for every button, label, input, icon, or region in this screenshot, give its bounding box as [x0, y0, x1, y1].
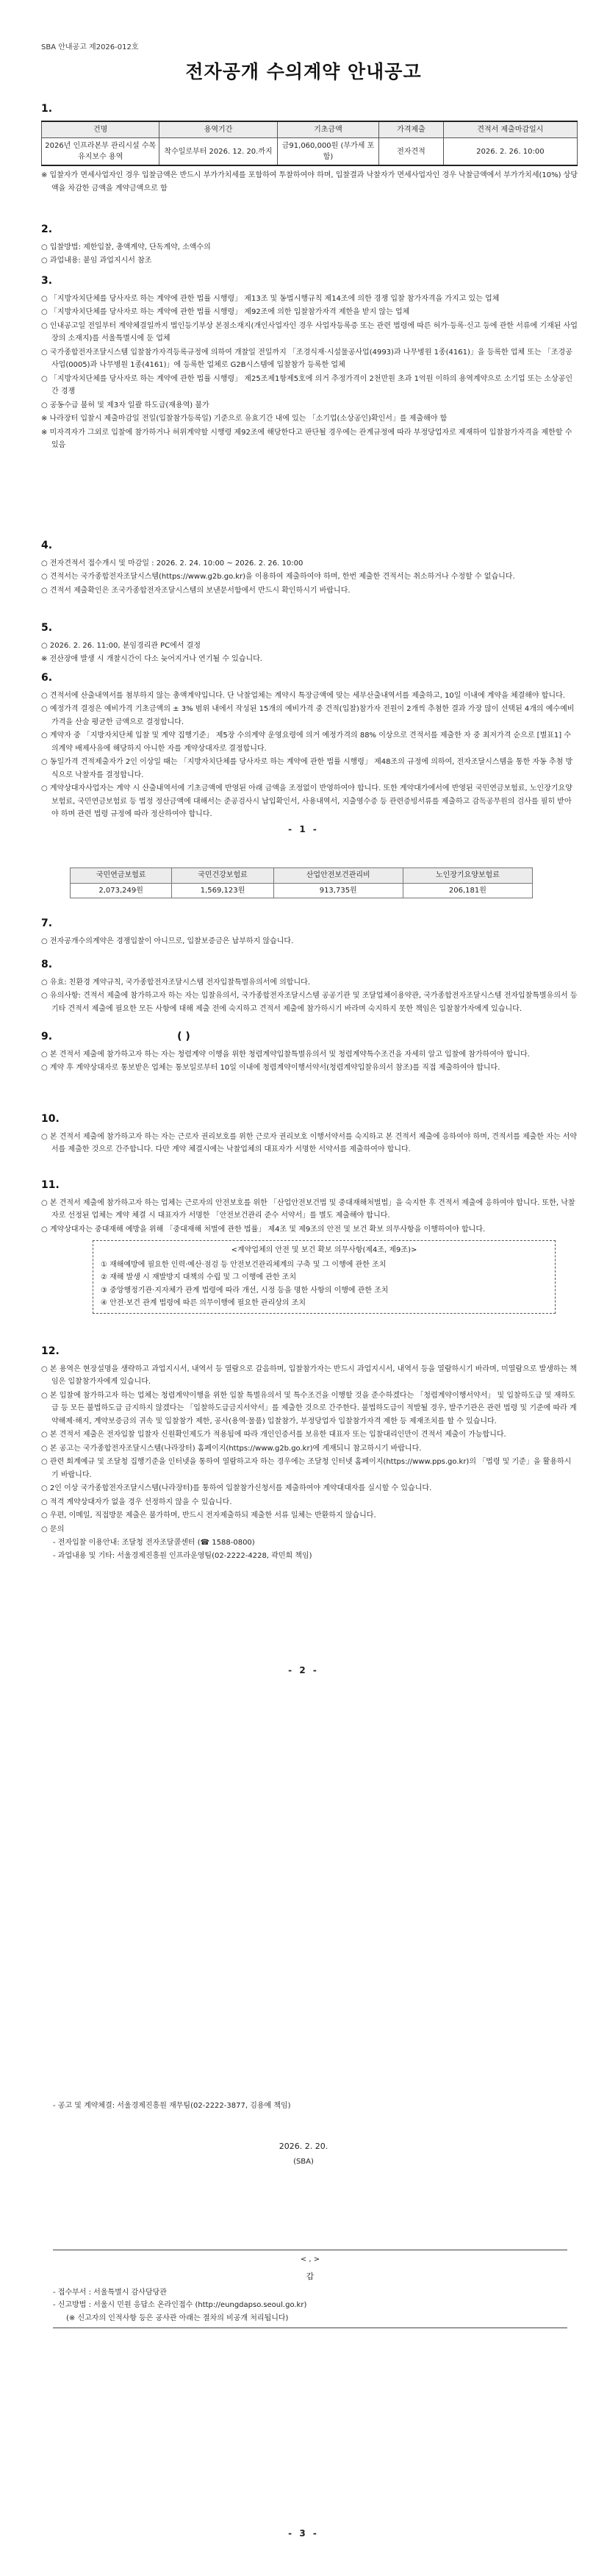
- box-title: <계약업체의 안전 및 보건 확보 의무사항(제4조, 제9조)>: [231, 1246, 417, 1254]
- section-number: 8.: [41, 959, 53, 970]
- table-header: 가격제출: [379, 121, 443, 138]
- list-item: ○ 유효: 친환경 계약규칙, 국가종합전자조달시스템 전자입찰특별유의서에 의합니다.: [41, 978, 310, 987]
- contact-line: - 전자입찰 이용안내: 조달청 전자조달콜센터 (☎ 1588-0800): [53, 1539, 255, 1547]
- section-number: 3.: [41, 275, 53, 287]
- list-item: ○ 계약 후 계약상대자로 통보받은 업체는 통보일로부터 10일 이내에 청렴계약이행서약서(청렴계약입찰유의서 참조)를 직접 제출하여야 합니다.: [41, 1064, 500, 1072]
- organization-name: (SBA): [293, 2158, 314, 2166]
- table-cell: 착수일로부터 2026. 12. 20.까지: [159, 138, 277, 166]
- safety-duties-box: [93, 1240, 556, 1314]
- list-item: ※ 미자격자가 그외로 입찰에 참가하거나 허위계약할 시행령 제92조에 해당한다고 판단될 경우에는 관계규정에 따라 부정당업자로 제재하여 입찰참가자격을 제한할 수 있음: [41, 428, 572, 449]
- page-title: 전자공개 수의계약 안내공고: [185, 61, 422, 82]
- section-number: 12.: [41, 1345, 60, 1357]
- list-item: ○ 국가종합전자조달시스템 입찰참가자격등록규정에 의하여 개찰일 전일까지 「조경식재·시설물공사업(4993)과 나무병원 1종(4161)」을 등록한 업체 또는 「조경공사업(0005)과 나무병원 1종(4161)」에 등록한 업체로 G2B시스템에 입찰참가 등록한 업체: [41, 348, 572, 369]
- table-header: 견적서 제출마감일시: [443, 121, 577, 138]
- table-cell: 913,735원: [273, 883, 403, 898]
- box-heading: < , >: [300, 2255, 320, 2264]
- page-number: - 1 -: [288, 824, 319, 834]
- list-item: ○ 「지방자치단체를 당사자로 하는 계약에 관한 법률 시행령」 제25조제1항제5호에 의거 추정가격이 2천만원 초과 1억원 이하의 용역계약으로 소기업 또는 소상공인 간 경쟁: [41, 374, 573, 396]
- box-line: (※ 신고자의 인적사항 등은 공사관 아래는 절차의 비공개 처리됩니다): [66, 2314, 289, 2322]
- section-11: [41, 1176, 578, 1318]
- table-header: 기초금액: [277, 121, 379, 138]
- section-number: 6.: [41, 672, 53, 684]
- list-item: ○ 동일가격 견적제출자가 2인 이상일 때는 「지방자치단체를 당사자로 하는 계약에 관한 법률 시행령」 제48조의 규정에 의하여, 전자조달시스템을 통한 자동 추첨 방식으로 낙찰자를 결정합니다.: [41, 758, 573, 779]
- section-4: [41, 537, 578, 598]
- section-number: 7.: [41, 917, 53, 929]
- page-number: - 2 -: [288, 1665, 319, 1675]
- list-item: ○ 전자공개수의계약은 경쟁입찰이 아니므로, 입찰보증금은 납부하지 않습니다.: [41, 937, 294, 945]
- table-header: 산업안전보건관리비: [273, 868, 403, 884]
- table-cell: 전자견적: [379, 138, 443, 166]
- section-12: [41, 1342, 578, 1562]
- section-5: [41, 619, 578, 667]
- table-cell: 금91,060,000원 (부가세 포함): [277, 138, 379, 166]
- section-heading: ( ): [177, 1031, 190, 1042]
- section-1: [41, 100, 578, 195]
- contract-summary-table: [41, 121, 578, 167]
- list-item: ○ 견적서에 산출내역서를 첨부하지 않는 총액계약입니다. 단 낙찰업체는 계약시 특장금액에 맞는 세부산출내역서를 제출하고, 10일 이내에 계약을 체결해야 합니다.: [41, 691, 565, 700]
- list-item: ○ 문의: [41, 1525, 65, 1534]
- list-item: ○ 인내공고일 전일부터 계약체결일까지 법인등기부상 본점소재지(개인사업자인 경우 사업자등록증 또는 관련 법령에 따른 허가·등록·신고 등에 관한 서류에 기재된 사업장의 소재지)를 서울특별시에 둔 업체: [41, 321, 578, 343]
- table-header: 용역기간: [159, 121, 277, 138]
- list-item: ※ 전산장애 발생 시 개찰시간이 다소 늦어지거나 연기될 수 있습니다.: [41, 655, 262, 663]
- section-number: 11.: [41, 1179, 60, 1191]
- section-number: 10.: [41, 1113, 60, 1125]
- section-number: 2.: [41, 223, 53, 235]
- table-header: 건명: [42, 121, 159, 138]
- table-header: 노인장기요양보험료: [403, 868, 532, 884]
- list-item: ○ 본 견적서 제출에 참가하고자 하는 업체는 근로자의 안전보호를 위한 「산업안전보건법 및 중대재해처벌법」을 숙지한 후 견적서 제출에 응하여야 합니다. 또한, 낙찰자로 선정된 업체는 계약 체결 시 대표자가 서명한 「안전보건관리 준수 서약서」를 별도 제출해야 합니다.: [41, 1198, 575, 1220]
- section-8: [41, 956, 578, 1016]
- table-cell: 2026. 2. 26. 10:00: [443, 138, 577, 166]
- section-number: 4.: [41, 540, 53, 551]
- list-item: ○ 본 견적서 제출에 참가하고자 하는 자는 청렴계약 이행을 위한 청렴계약입찰특별유의서 및 청렴계약특수조건을 자세히 알고 입찰에 참가하여야 합니다.: [41, 1050, 530, 1059]
- contract-contact: - 공고 및 계약체결: 서울경제진흥원 재무팀(02-2222-3877, 김용예 책임): [53, 2102, 291, 2110]
- list-item: ○ 관련 회계예규 및 조달청 집행기준을 인터넷을 통하여 열람하고자 하는 경우에는 조달청 인터넷 홈페이지(https://www.pps.go.kr)의 「법령 및 기준」을 활용하시기 바랍니다.: [41, 1458, 572, 1479]
- list-item: ○ 계약상대자사업자는 계약 시 산출내역서에 기초금액에 반영된 아래 금액을 조정없이 반영하여야 합니다. 또한 계약대가에서에 반영된 국민연금보험료, 노인장기요양보험료, 국민연금보험료 등 법정 정산금액에 대해서는 준공검사시 납입확인서, 사용내역서, 지출영수증 등 관련증빙서류를 제출하고 감독공무원의 검사를 필히 받아야 하며 관련 법령 규정에 따라 정산하여야 합니다.: [41, 784, 572, 818]
- list-item: ○ 적격 계약상대자가 없을 경우 선정하지 않을 수 있습니다.: [41, 1498, 232, 1506]
- list-item: ○ 본 공고는 국가종합전자조달시스템(나라장터) 홈페이지(https://www.g2b.go.kr)에 게재되니 참고하시기 바랍니다.: [41, 1444, 422, 1453]
- box-line: - 접수부서 : 서울특별시 감사담당관: [53, 2288, 167, 2297]
- section-9: [41, 1028, 578, 1076]
- list-item: ○ 계약자 중 「지방자치단체 입찰 및 계약 집행기준」 제5장 수의계약 운영요령에 의거 예정가격의 88% 이상으로 견적서를 제출한 자 중 최저가격 순으로 [별표1] 수의계약 배제사유에 해당하지 아니한 자를 계약상대자로 결정합니다.: [41, 731, 572, 753]
- list-item: ○ 공동수급 불허 및 제3자 일괄 하도급(재용역) 불가: [41, 401, 209, 409]
- list-item: ○ 계약상대자는 중대재해 예방을 위해 「중대재해 처벌에 관한 법률」 제4조 및 제9조의 안전 및 보건 확보 의무사항을 이행하여야 합니다.: [41, 1225, 486, 1234]
- list-item: ○ 본 견적서 제출에 참가하고자 하는 자는 근로자 권리보호를 위한 근로자 권리보호 이행서약서를 숙지하고 본 견적서 제출에 응하여야 하며, 견적서를 제출한 자는 서약서를 제출한 것으로 간주합니다. 다만 계약 체결시에는 낙찰업체의 대표자가 서명한 서약서를 제출하여야 합니다.: [41, 1132, 578, 1153]
- report-info-box: [53, 2250, 567, 2328]
- list-item: ○ 전자견적서 접수개시 및 마감일 : 2026. 2. 24. 10:00 ~ 2026. 2. 26. 10:00: [41, 559, 304, 568]
- table-header: 국민연금보험료: [71, 868, 172, 884]
- page-number: - 3 -: [288, 2528, 319, 2539]
- box-mark: 갑: [306, 2271, 315, 2281]
- list-item: ○ 입찰방법: 제한입찰, 총액계약, 단독계약, 소액수의: [41, 243, 211, 251]
- list-item: ○ 유의사항: 견적서 제출에 참가하고자 하는 자는 입찰유의서, 국가종합전자조달시스템 공공기관 및 조달업체이용약관, 국가종합전자조달시스템 전자입찰특별유의서 등 기타 견적서 제출에 필요한 모든 사항에 대해 제출 전에 숙지하고 견적서 제출에 참가하시기 바라며 숙지하지 못한 책임은 입찰참가자에게 있습니다.: [41, 992, 578, 1013]
- section-3: [41, 272, 578, 453]
- announcement-date: 2026. 2. 20.: [279, 2142, 328, 2151]
- list-item: ○ 2026. 2. 26. 11:00, 분임경리관 PC에서 결정: [41, 641, 201, 650]
- contact-line: - 과업내용 및 기타: 서울경제진흥원 인프라운영팀(02-2222-4228, 곽민희 책임): [53, 1551, 312, 1560]
- section-number: [41, 1028, 578, 1046]
- section-number-text: 9.: [41, 1031, 53, 1042]
- section-6: [41, 669, 578, 822]
- box-item: ① 재해예방에 필요한 인력·예산·점검 등 안전보건관리체계의 구축 및 그 이행에 관한 조치: [101, 1260, 387, 1269]
- list-item: ○ 견적서 제출확인은 조국가종합전자조달시스템의 보낸문서함에서 반드시 확인하시기 바랍니다.: [41, 586, 351, 595]
- section-10: [41, 1110, 578, 1157]
- list-item: ○ 「지방자치단체를 당사자로 하는 계약에 관한 법률 시행령」 제13조 및 동법시행규칙 제14조에 의한 경쟁 입찰 참가자격을 가지고 있는 업체: [41, 294, 500, 303]
- table-cell: 2,073,249원: [71, 883, 172, 898]
- list-item: ※ 나라장터 입찰시 제출마감일 전일(입찰참가등록일) 기준으로 유효기간 내에 있는 「소기업(소상공인)확인서」를 제출해야 함: [41, 415, 448, 423]
- list-item: ○ 본 견적서 제출은 전자입찰 입찰자 신원확인제도가 적용됨에 따라 개인인증서를 보유한 대표자 또는 입찰대리인만이 견적서 제출이 가능합니다.: [41, 1431, 506, 1439]
- list-item: ○ 과업내용: 붙임 과업지시서 참조: [41, 257, 152, 265]
- vat-note: ※ 입찰자가 면세사업자인 경우 입찰금액은 반드시 부가가치세를 포함하여 투찰하여야 하며, 입찰결과 낙찰자가 면세사업자인 경우 낙찰금액에서 부가가치세(10%) 상당액을 차감한 금액을 계약금액으로 함: [41, 171, 578, 193]
- document-number: SBA 안내공고 제2026-012호: [41, 43, 139, 51]
- section-7: [41, 915, 578, 948]
- box-item: ③ 중앙행정기관·지자체가 관계 법령에 따라 개선, 시정 등을 명한 사항의 이행에 관한 조치: [101, 1286, 389, 1295]
- list-item: ○ 본 입찰에 참가하고자 하는 업체는 청렴계약이행을 위한 입찰 특별유의서 및 특수조건을 이행할 것을 준수하겠다는 「청렴계약이행서약서」 및 입찰하도급 및 재하도급 등 모든 불법하도급 금지하지 않겠다는 「입찰하도급금지서약서」를 제출한 것으로 간주한다. 불법하도급이 적발될 경우, 발주기관은 관련 법령 및 기준에 따라 계약해제·해지, 계약보증금의 귀속 및 입찰참가 제한, 공사(용역·물품) 입찰참가, 부정당업자 입찰참가자격 제한 등 제재조치를 할 수 있습니다.: [41, 1391, 577, 1425]
- insurance-table: [70, 867, 533, 898]
- table-cell: 1,569,123원: [172, 883, 273, 898]
- section-number: 5.: [41, 622, 53, 634]
- section-2: [41, 221, 578, 268]
- section-number: 1.: [41, 103, 53, 115]
- table-header: 국민건강보험료: [172, 868, 273, 884]
- list-item: ○ 예정가격 결정은 예비가격 기초금액의 ± 3% 범위 내에서 작성된 15개의 예비가격 중 견적(입찰)참가자 전원이 2개씩 추첨한 결과 가장 많이 선택된 4개의 예수예비가격을 산술 평균한 금액으로 결정합니다.: [41, 705, 575, 726]
- box-item: ② 재해 발생 시 재발방지 대책의 수립 및 그 이행에 관한 조치: [101, 1273, 297, 1281]
- list-item: ○ 우편, 이메일, 직접방문 제출은 불가하며, 반드시 전자제출하되 제출한 서류 일체는 반환하지 않습니다.: [41, 1511, 376, 1520]
- list-item: ○ 2인 이상 국가종합전자조달시스템(나라장터)를 통하여 입찰참가신청서를 제출하여야 계약대대자를 실시할 수 있습니다.: [41, 1484, 432, 1492]
- list-item: ○ 견적서는 국가종합전자조달시스템(https://www.g2b.go.kr)을 이용하여 제출하여야 하며, 한번 제출한 견적서는 취소하거나 수정할 수 없습니다.: [41, 573, 515, 581]
- table-cell: 2026년 인프라본부 관리시설 수목유지보수 용역: [42, 138, 159, 166]
- list-item: ○ 「지방자치단체를 당사자로 하는 계약에 관한 법률 시행령」 제92조에 의한 입찰참가자격 제한을 받지 않는 업체: [41, 308, 410, 316]
- box-item: ④ 안전·보건 관계 법령에 따른 의무이행에 필요한 관리상의 조치: [101, 1299, 306, 1307]
- table-cell: 206,181원: [403, 883, 532, 898]
- box-line: - 신고방법 : 서울시 민원 응답소 온라인접수 (http://eungdapso.seoul.go.kr): [53, 2301, 307, 2310]
- list-item: ○ 본 용역은 현장설명을 생략하고 과업지시서, 내역서 등 열람으로 갈음하며, 입찰참가자는 반드시 과업지시서, 내역서 등을 열람하시기 바라며, 미열람으로 발생하는 책임은 입찰참가자에게 있습니다.: [41, 1364, 578, 1386]
